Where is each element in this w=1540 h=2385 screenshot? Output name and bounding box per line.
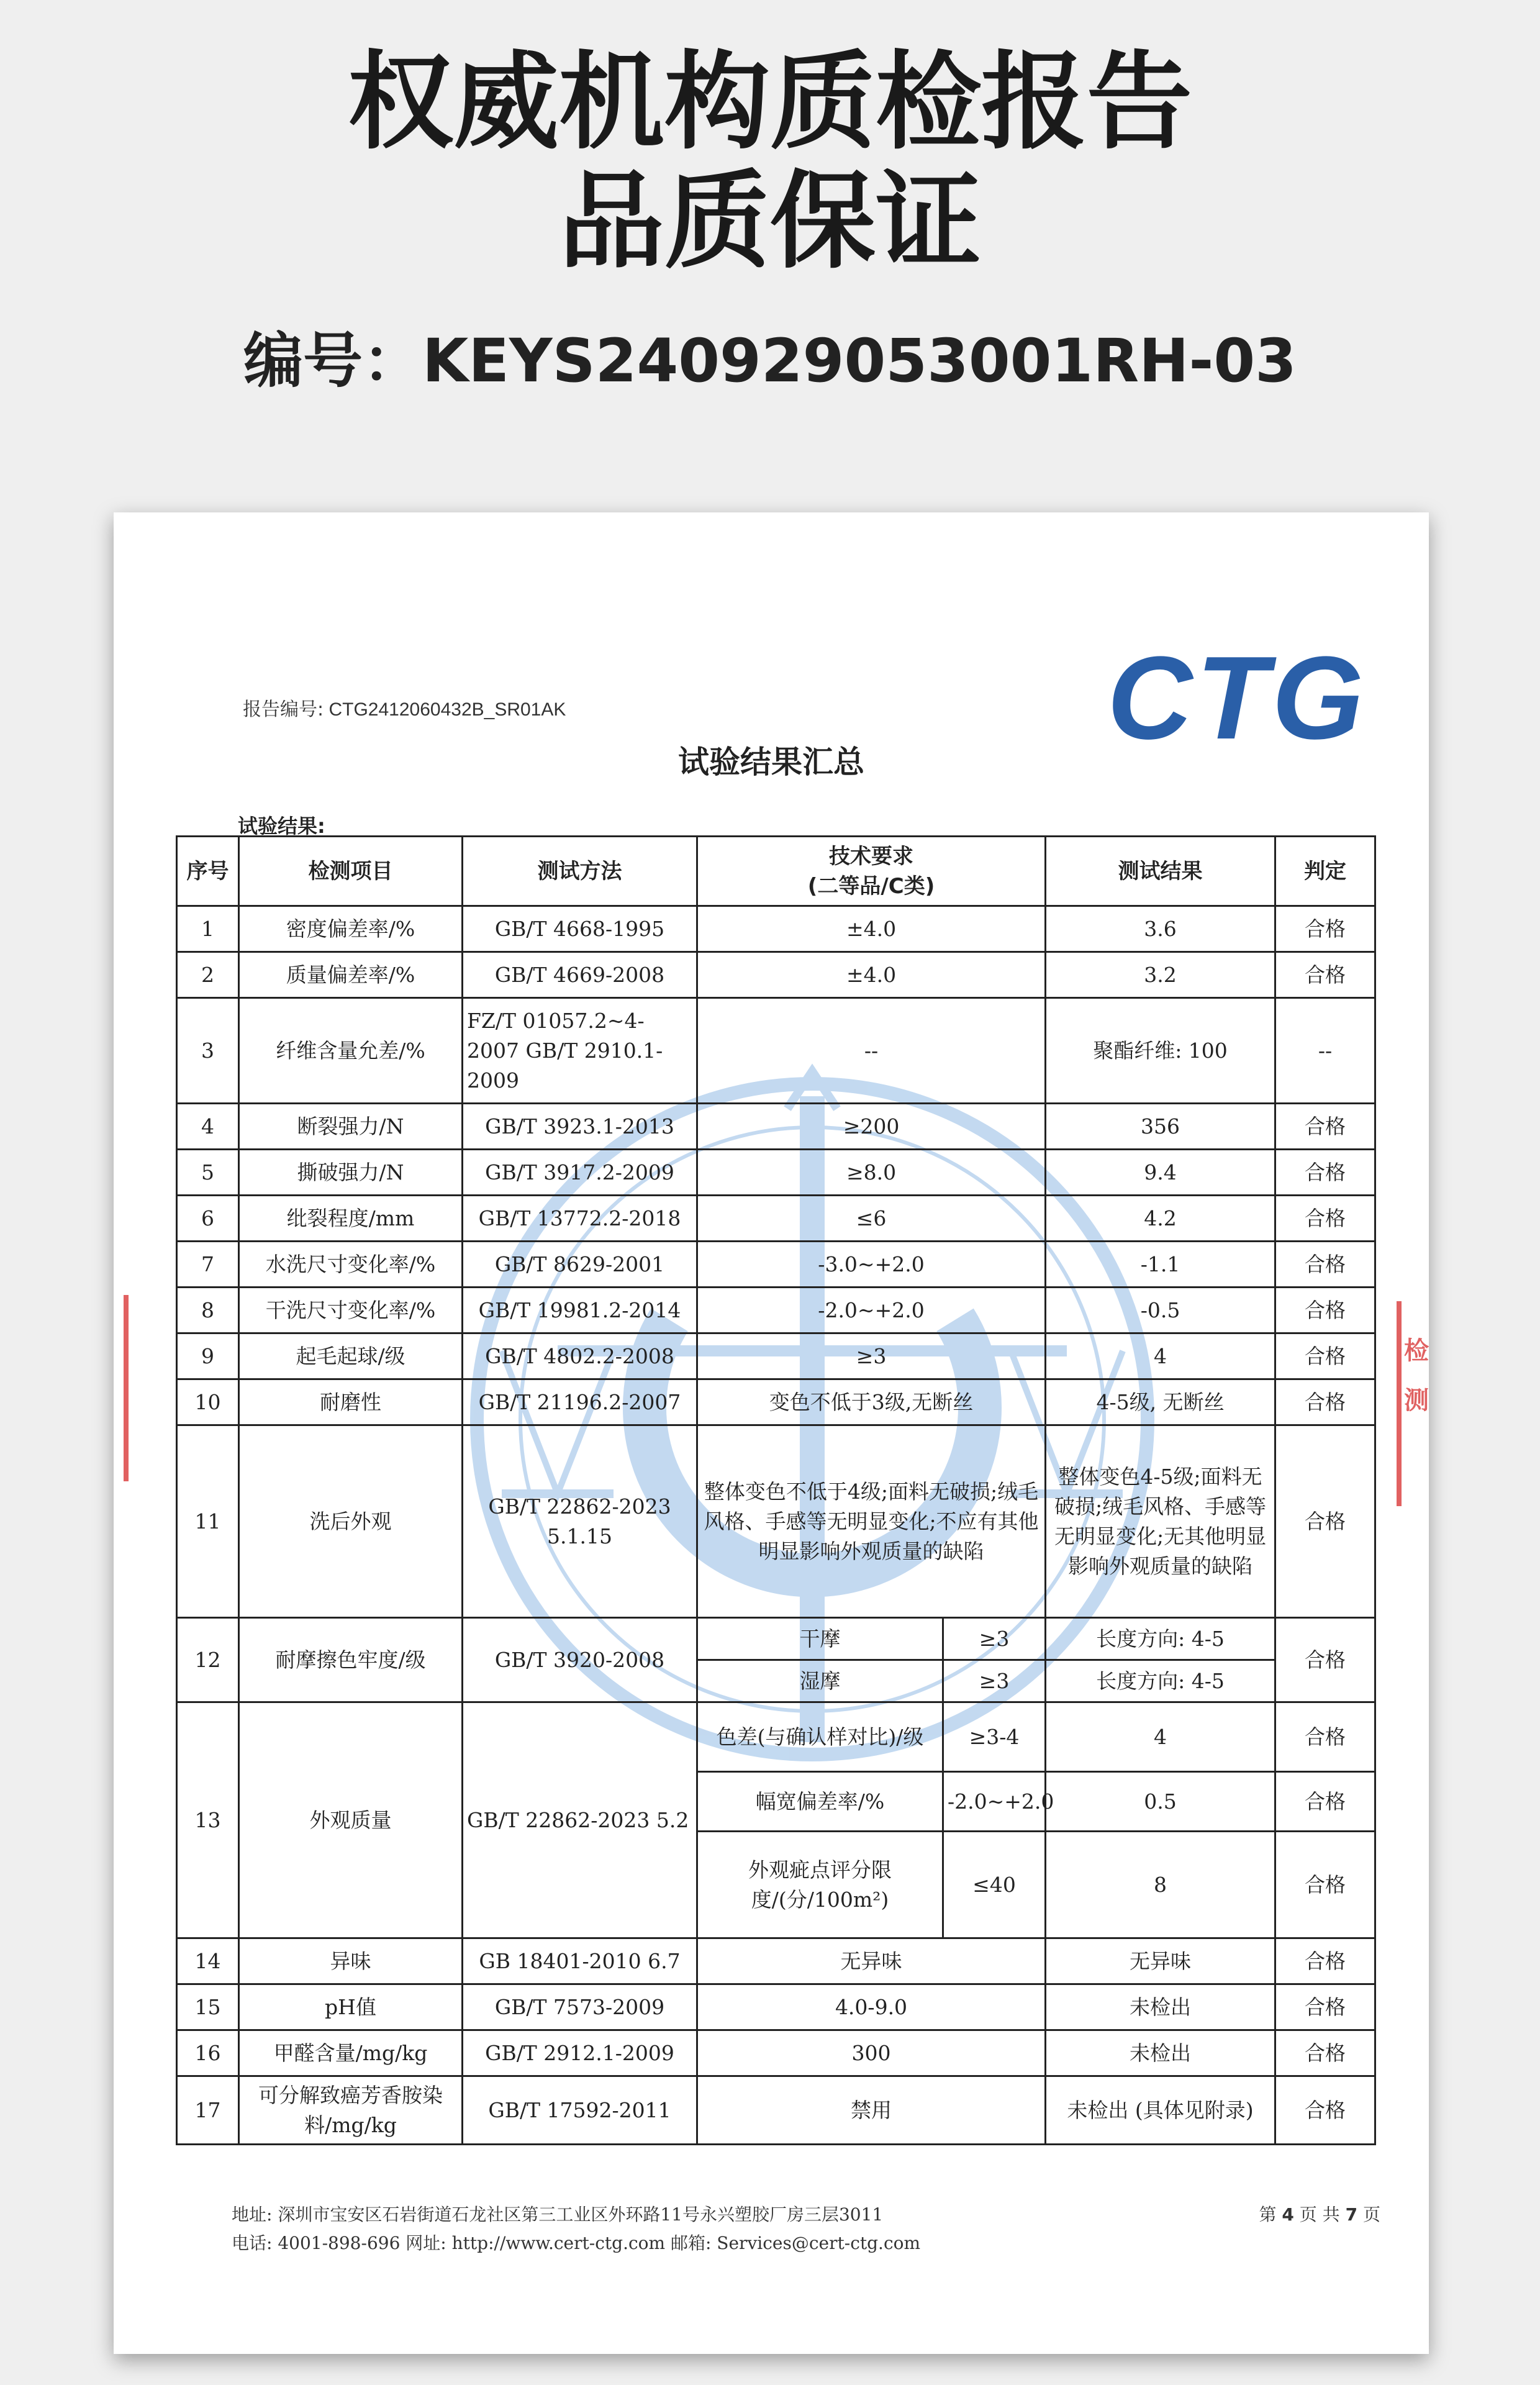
cell-item: 水洗尺寸变化率/% [239,1242,463,1288]
page-number: 4 [1282,2204,1294,2225]
col-verdict: 判定 [1275,837,1375,906]
headline-title: 权威机构质检报告 [347,41,1192,164]
cell-verdict: 合格 [1275,1242,1375,1288]
table-row [177,1104,1375,1150]
cell-result: 聚酯纤维: 100 [1046,998,1275,1104]
cell-requirement: 整体变色不低于4级;面料无破损;绒毛风格、手感等无明显变化;不应有其他明显影响外观质量的缺陷 [697,1425,1046,1618]
cell-result: 0.5 [1046,1772,1275,1832]
cell-item: 可分解致癌芳香胺染料/mg/kg [239,2076,463,2145]
cell-seq: 17 [177,2076,239,2145]
cell-seq: 7 [177,1242,239,1288]
cell-method: GB/T 4802.2-2008 [463,1333,697,1379]
cell-method: GB/T 21196.2-2007 [463,1379,697,1425]
cell-requirement: -3.0~+2.0 [697,1242,1046,1288]
cell-seq: 13 [177,1702,239,1938]
cell-verdict: 合格 [1275,1104,1375,1150]
headline-subtitle: 品质保证 [558,160,981,283]
cell-requirement: ≥3 [697,1333,1046,1379]
table-row [177,998,1375,1104]
cell-verdict: 合格 [1275,2076,1375,2145]
cell-sub-label: 外观疵点评分限度/(分/100m²) [697,1832,943,1938]
cell-result: 4 [1046,1333,1275,1379]
cell-item: 断裂强力/N [239,1104,463,1150]
cell-method: FZ/T 01057.2~4-2007 GB/T 2910.1-2009 [463,998,697,1104]
cell-sub-req: ≥3 [943,1618,1046,1660]
cell-seq: 14 [177,1938,239,1984]
cell-method: GB/T 4669-2008 [463,952,697,998]
report-footer [232,2201,1380,2258]
cell-seq: 16 [177,2030,239,2076]
cell-sub-label: 色差(与确认样对比)/级 [697,1702,943,1772]
cell-verdict: 合格 [1275,2030,1375,2076]
cell-requirement: 无异味 [697,1938,1046,1984]
cell-sub-req: ≥3-4 [943,1702,1046,1772]
cell-result: 未检出 [1046,1984,1275,2030]
table-row [177,1425,1375,1618]
cell-item: 异味 [239,1938,463,1984]
cell-verdict: 合格 [1275,1702,1375,1772]
cell-method: GB/T 4668-1995 [463,906,697,952]
cell-item: 起毛起球/级 [239,1333,463,1379]
cell-item: 纤维含量允差/% [239,998,463,1104]
cell-method: GB/T 22862-2023 5.2 [463,1702,697,1938]
cell-seq: 2 [177,952,239,998]
cell-requirement: ±4.0 [697,906,1046,952]
cell-result: 长度方向: 4-5 [1046,1618,1275,1660]
cell-requirement: -2.0~+2.0 [697,1288,1046,1333]
serial-number: 编号：KEYS240929053001RH-03 [243,326,1297,396]
cell-item: 洗后外观 [239,1425,463,1618]
cell-seq: 4 [177,1104,239,1150]
cell-sub-label: 干摩 [697,1618,943,1660]
cell-requirement: 变色不低于3级,无断丝 [697,1379,1046,1425]
cell-method: GB 18401-2010 6.7 [463,1938,697,1984]
cell-item: 甲醛含量/mg/kg [239,2030,463,2076]
col-requirement: 技术要求 (二等品/C类) [697,837,1046,906]
cell-item: 质量偏差率/% [239,952,463,998]
cell-seq: 8 [177,1288,239,1333]
cell-requirement: ≥200 [697,1104,1046,1150]
cell-result: 9.4 [1046,1150,1275,1196]
table-row [177,1150,1375,1196]
cell-verdict: 合格 [1275,906,1375,952]
cell-verdict: 合格 [1275,1832,1375,1938]
cell-sub-req: ≤40 [943,1832,1046,1938]
red-stamp-right: 检测 [1397,1301,1429,1506]
table-row [177,1333,1375,1379]
cell-item: 纰裂程度/mm [239,1196,463,1242]
cell-seq: 11 [177,1425,239,1618]
cell-requirement: ±4.0 [697,952,1046,998]
red-stamp-left [114,1295,129,1481]
report-number-value: CTG2412060432B_SR01AK [328,699,566,720]
cell-result: -0.5 [1046,1288,1275,1333]
col-seq: 序号 [177,837,239,906]
cell-requirement: 300 [697,2030,1046,2076]
col-result: 测试结果 [1046,837,1275,906]
cell-requirement: 4.0-9.0 [697,1984,1046,2030]
cell-seq: 15 [177,1984,239,2030]
cell-result: 356 [1046,1104,1275,1150]
cell-verdict: 合格 [1275,1425,1375,1618]
table-row [177,1984,1375,2030]
cell-result: 4-5级, 无断丝 [1046,1379,1275,1425]
footer-address: 地址: 深圳市宝安区石岩街道石龙社区第三工业区外环路11号永兴塑胶厂房三层3011 [232,2204,884,2225]
cell-verdict: 合格 [1275,1772,1375,1832]
cell-verdict: 合格 [1275,952,1375,998]
cell-method: GB/T 3917.2-2009 [463,1150,697,1196]
summary-title: 试验结果汇总 [678,744,864,780]
table-row [177,1288,1375,1333]
table-row [177,1938,1375,1984]
cell-result: 8 [1046,1832,1275,1938]
cell-method: GB/T 3920-2008 [463,1618,697,1702]
cell-sub-label: 湿摩 [697,1660,943,1702]
cell-verdict: 合格 [1275,1984,1375,2030]
cell-seq: 9 [177,1333,239,1379]
cell-requirement: -- [697,998,1046,1104]
table-header-row [177,837,1375,906]
table-row [177,906,1375,952]
cell-item: 撕破强力/N [239,1150,463,1196]
cell-method: GB/T 22862-2023 5.1.15 [463,1425,697,1618]
cell-result: 3.2 [1046,952,1275,998]
cell-item: 耐摩擦色牢度/级 [239,1618,463,1702]
cell-result: -1.1 [1046,1242,1275,1288]
table-row [177,1242,1375,1288]
cell-result: 4 [1046,1702,1275,1772]
cell-verdict: 合格 [1275,1288,1375,1333]
footer-contact: 电话: 4001-898-696 网址: http://www.cert-ctg.com 邮箱: Services@cert-ctg.com [232,2233,921,2253]
report-page [114,512,1429,2354]
cell-item: 密度偏差率/% [239,906,463,952]
cell-result: 3.6 [1046,906,1275,952]
table-row [177,1702,1375,1772]
cell-seq: 5 [177,1150,239,1196]
table-row [177,2030,1375,2076]
table-row [177,1196,1375,1242]
table-row [177,1379,1375,1425]
cell-seq: 10 [177,1379,239,1425]
results-table [176,835,1376,2145]
cell-requirement: 禁用 [697,2076,1046,2145]
cell-seq: 6 [177,1196,239,1242]
cell-method: GB/T 7573-2009 [463,1984,697,2030]
col-item: 检测项目 [239,837,463,906]
cell-verdict: 合格 [1275,1196,1375,1242]
report-number: 报告编号: CTG2412060432B_SR01AK [243,699,566,720]
cell-seq: 12 [177,1618,239,1702]
cell-result: 4.2 [1046,1196,1275,1242]
cell-method: GB/T 19981.2-2014 [463,1288,697,1333]
cell-verdict: 合格 [1275,1150,1375,1196]
cell-seq: 3 [177,998,239,1104]
cell-method: GB/T 13772.2-2018 [463,1196,697,1242]
cell-item: 耐磨性 [239,1379,463,1425]
cell-method: GB/T 8629-2001 [463,1242,697,1288]
cell-result: 整体变色4-5级;面料无破损;绒毛风格、手感等无明显变化;无其他明显影响外观质量的缺陷 [1046,1425,1275,1618]
cell-verdict: 合格 [1275,1333,1375,1379]
cell-verdict: 合格 [1275,1379,1375,1425]
cell-result: 未检出 (具体见附录) [1046,2076,1275,2145]
cell-sub-req: ≥3 [943,1660,1046,1702]
cell-requirement: ≥8.0 [697,1150,1046,1196]
cell-item: 干洗尺寸变化率/% [239,1288,463,1333]
cell-seq: 1 [177,906,239,952]
cell-sub-label: 幅宽偏差率/% [697,1772,943,1832]
cell-method: GB/T 17592-2011 [463,2076,697,2145]
cell-verdict: 合格 [1275,1618,1375,1702]
col-method: 测试方法 [463,837,697,906]
page-indicator: 第 4 页 共 7 页 [1259,2204,1380,2225]
cell-method: GB/T 3923.1-2013 [463,1104,697,1150]
cell-method: GB/T 2912.1-2009 [463,2030,697,2076]
cell-result: 无异味 [1046,1938,1275,1984]
cell-item: pH值 [239,1984,463,2030]
table-row [177,1618,1375,1660]
cell-verdict: 合格 [1275,1938,1375,1984]
cell-requirement: ≤6 [697,1196,1046,1242]
results-label: 试验结果: [238,814,325,838]
page-total: 7 [1345,2204,1358,2225]
table-row [177,2076,1375,2145]
cell-result: 未检出 [1046,2030,1275,2076]
cell-verdict: -- [1275,998,1375,1104]
table-row [177,952,1375,998]
cell-sub-req: -2.0~+2.0 [943,1772,1046,1832]
ctg-logo: CTG [1107,632,1368,764]
cell-result: 长度方向: 4-5 [1046,1660,1275,1702]
cell-item: 外观质量 [239,1702,463,1938]
